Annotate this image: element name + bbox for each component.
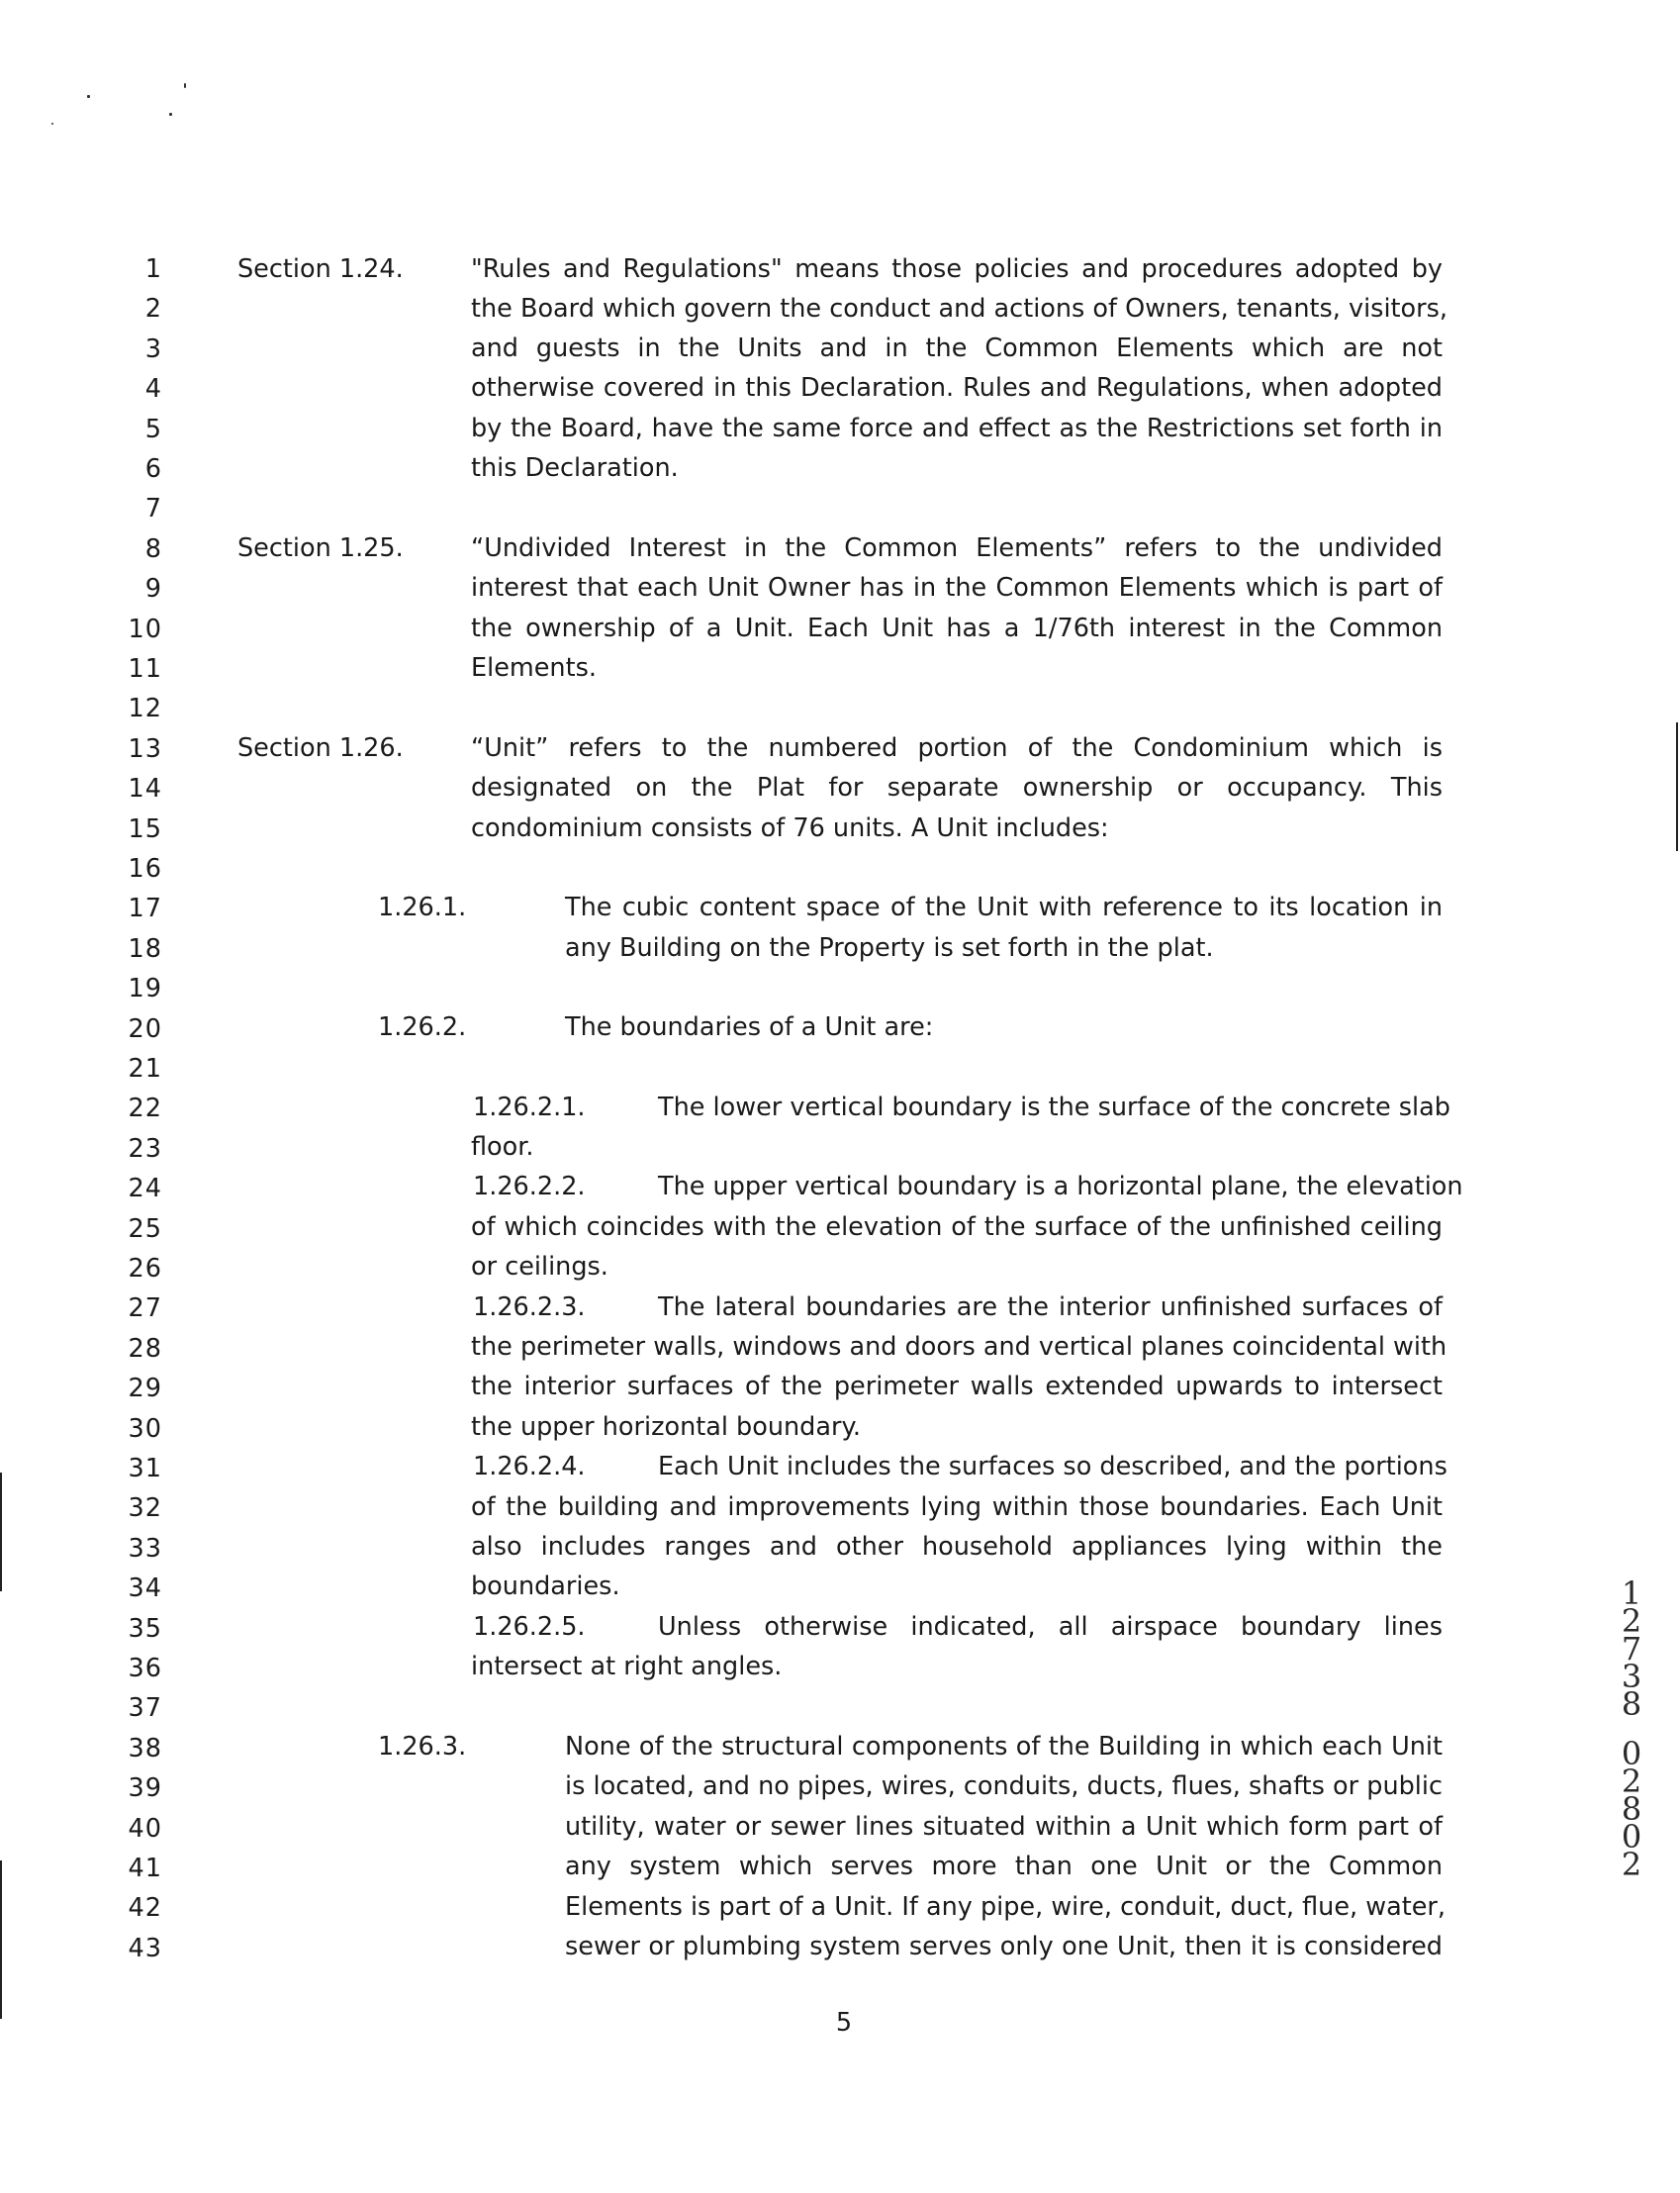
- line-number: 27: [128, 1293, 162, 1323]
- line-number: 4: [144, 374, 162, 404]
- text-line: utility, water or sewer lines situated within a Unit which form part of: [565, 1812, 1443, 1842]
- line-number: 14: [128, 774, 162, 804]
- text-line: also includes ranges and other household appliances lying within the: [471, 1532, 1443, 1562]
- text-line: the perimeter walls, windows and doors and vertical planes coincidental with: [471, 1332, 1447, 1362]
- text-line: interest that each Unit Owner has in the Common Elements which is part of: [471, 573, 1443, 603]
- text-line: “Unit” refers to the numbered portion of the Condominium which is: [471, 733, 1443, 763]
- line-number: 12: [128, 694, 162, 723]
- line-number: 25: [128, 1214, 162, 1244]
- line-number: 38: [128, 1734, 162, 1764]
- text-line: the interior surfaces of the perimeter walls extended upwards to intersect: [471, 1372, 1443, 1401]
- line-number: 1: [144, 254, 162, 284]
- line-number: 9: [144, 574, 162, 604]
- section-label: Section 1.25.: [237, 533, 404, 563]
- stamp-digit: 2: [1621, 1846, 1642, 1883]
- line-number: 29: [128, 1374, 162, 1403]
- stamp-digit: 0: [1621, 1818, 1642, 1856]
- text-line: and guests in the Units and in the Common Elements which are not: [471, 334, 1443, 363]
- line-number: 5: [144, 415, 162, 444]
- line-number: 8: [144, 534, 162, 564]
- line-number: 26: [128, 1254, 162, 1284]
- stamp-digit: 2: [1621, 1763, 1642, 1800]
- line-number: 20: [128, 1014, 162, 1044]
- line-number: 39: [128, 1773, 162, 1803]
- text-line: of which coincides with the elevation of the surface of the unfinished ceiling: [471, 1212, 1443, 1242]
- line-number: 11: [128, 654, 162, 684]
- line-number: 32: [128, 1493, 162, 1523]
- text-line: any Building on the Property is set forth in the plat.: [565, 933, 1214, 963]
- stamp-digit: 0: [1621, 1735, 1642, 1772]
- sub-subsection-label: 1.26.2.4.: [473, 1452, 586, 1481]
- line-number: 7: [144, 494, 162, 524]
- text-line: The boundaries of a Unit are:: [565, 1012, 934, 1042]
- line-number: 43: [128, 1934, 162, 1963]
- line-number: 30: [128, 1414, 162, 1444]
- line-number: 33: [128, 1534, 162, 1564]
- scan-speck: [51, 123, 53, 125]
- scan-speck: [169, 113, 172, 116]
- text-line: this Declaration.: [471, 453, 679, 483]
- line-number: 40: [128, 1814, 162, 1844]
- stamp-digit: 8: [1621, 1790, 1642, 1828]
- text-line: boundaries.: [471, 1572, 620, 1601]
- scan-speck: [184, 83, 186, 88]
- text-line: Unless otherwise indicated, all airspace boundary lines: [658, 1612, 1443, 1642]
- text-line: otherwise covered in this Declaration. Rules and Regulations, when adopted: [471, 373, 1443, 403]
- page-number: 5: [835, 2008, 853, 2038]
- text-line: the ownership of a Unit. Each Unit has a 1/76th interest in the Common: [471, 614, 1443, 643]
- text-line: The lower vertical boundary is the surface of the concrete slab: [658, 1093, 1450, 1122]
- stamp-digit: 3: [1621, 1658, 1642, 1695]
- line-number: 36: [128, 1654, 162, 1683]
- text-line: Elements.: [471, 653, 597, 683]
- recording-stamp: [1613, 1574, 1650, 1883]
- stamp-digit: 2: [1621, 1602, 1642, 1640]
- line-number: 6: [144, 454, 162, 484]
- text-line: The cubic content space of the Unit with reference to its location in: [565, 893, 1443, 922]
- line-number: 22: [128, 1094, 162, 1123]
- line-number: 16: [128, 854, 162, 884]
- text-line: floor.: [471, 1132, 534, 1162]
- line-number: 23: [128, 1134, 162, 1164]
- line-number: 10: [128, 615, 162, 644]
- text-line: or ceilings.: [471, 1252, 608, 1282]
- text-line: The lateral boundaries are the interior unfinished surfaces of: [658, 1292, 1443, 1322]
- stamp-digit: 7: [1621, 1630, 1642, 1668]
- text-line: Each Unit includes the surfaces so described, and the portions: [658, 1452, 1447, 1481]
- line-number: 35: [128, 1614, 162, 1644]
- scan-edge-mark: [0, 1860, 2, 2019]
- text-line: by the Board, have the same force and effect as the Restrictions set forth in: [471, 414, 1443, 443]
- line-number: 41: [128, 1854, 162, 1883]
- subsection-label: 1.26.2.: [378, 1012, 467, 1042]
- line-number: 15: [128, 814, 162, 844]
- line-number: 31: [128, 1454, 162, 1483]
- sub-subsection-label: 1.26.2.3.: [473, 1292, 586, 1322]
- sub-subsection-label: 1.26.2.5.: [473, 1612, 586, 1642]
- text-line: of the building and improvements lying within those boundaries. Each Unit: [471, 1492, 1443, 1522]
- text-line: intersect at right angles.: [471, 1652, 783, 1681]
- sub-subsection-label: 1.26.2.1.: [473, 1093, 586, 1122]
- text-line: None of the structural components of the Building in which each Unit: [565, 1732, 1443, 1762]
- subsection-label: 1.26.3.: [378, 1732, 467, 1762]
- text-line: The upper vertical boundary is a horizontal plane, the elevation: [658, 1172, 1463, 1201]
- text-line: Elements is part of a Unit. If any pipe, wire, conduit, duct, flue, water,: [565, 1892, 1446, 1922]
- line-number: 21: [128, 1054, 162, 1084]
- line-number: 42: [128, 1893, 162, 1923]
- stamp-digit: 8: [1621, 1685, 1642, 1723]
- subsection-label: 1.26.1.: [378, 893, 467, 922]
- line-number: 24: [128, 1174, 162, 1203]
- line-number: 19: [128, 974, 162, 1003]
- text-line: the Board which govern the conduct and actions of Owners, tenants, visitors,: [471, 294, 1448, 324]
- line-number: 28: [128, 1334, 162, 1364]
- scan-edge-mark: [1676, 722, 1678, 851]
- line-number: 2: [144, 294, 162, 324]
- scan-speck: [87, 95, 90, 98]
- line-number: 13: [128, 734, 162, 764]
- text-line: condominium consists of 76 units. A Unit includes:: [471, 813, 1109, 843]
- line-number: 18: [128, 934, 162, 964]
- sub-subsection-label: 1.26.2.2.: [473, 1172, 586, 1201]
- scan-edge-mark: [0, 1473, 2, 1591]
- line-number: 17: [128, 894, 162, 923]
- line-number: 3: [144, 334, 162, 364]
- section-label: Section 1.24.: [237, 254, 404, 284]
- text-line: "Rules and Regulations" means those policies and procedures adopted by: [471, 254, 1443, 284]
- stamp-digit: 1: [1621, 1574, 1642, 1612]
- text-line: any system which serves more than one Unit or the Common: [565, 1852, 1443, 1881]
- line-number: 34: [128, 1573, 162, 1603]
- text-line: “Undivided Interest in the Common Elements” refers to the undivided: [471, 533, 1443, 563]
- text-line: designated on the Plat for separate ownership or occupancy. This: [471, 773, 1443, 803]
- text-line: the upper horizontal boundary.: [471, 1412, 862, 1442]
- text-line: sewer or plumbing system serves only one Unit, then it is considered: [565, 1932, 1443, 1961]
- line-number: 37: [128, 1693, 162, 1723]
- section-label: Section 1.26.: [237, 733, 404, 763]
- text-line: is located, and no pipes, wires, conduits, ducts, flues, shafts or public: [565, 1771, 1443, 1801]
